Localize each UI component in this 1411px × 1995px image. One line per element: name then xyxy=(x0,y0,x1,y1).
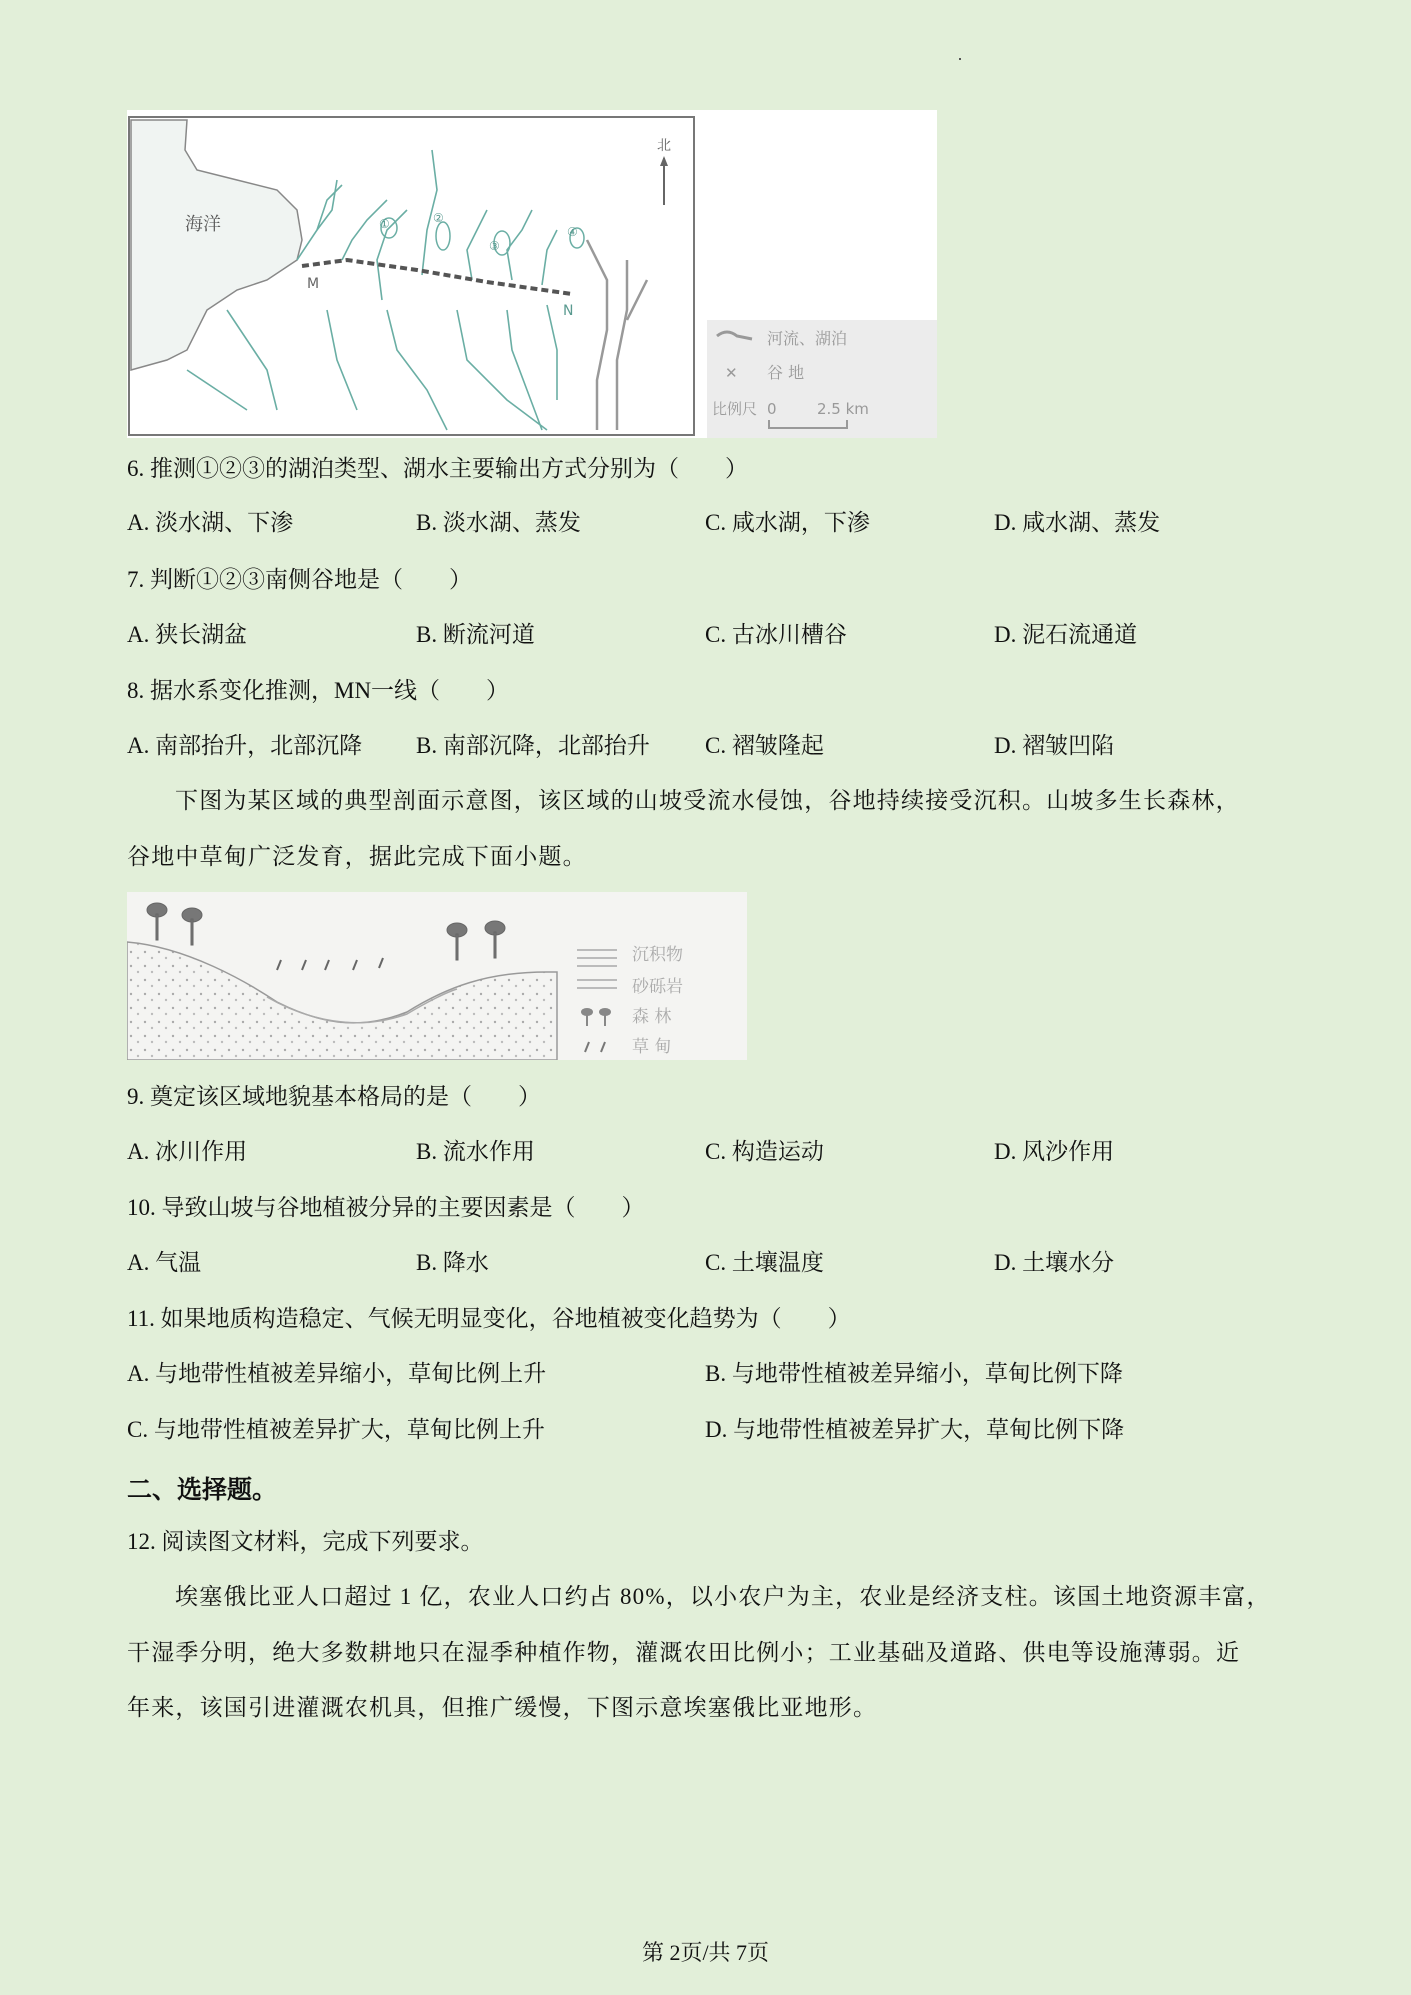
q12-material-line2: 干湿季分明，绝大多数耕地只在湿季种植作物，灌溉农田比例小；工业基础及道路、供电等设施薄弱。近 xyxy=(127,1640,1241,1665)
q9-option-a[interactable]: A. 冰川作用 xyxy=(127,1139,248,1164)
question-10-stem: 10. 导致山坡与谷地植被分异的主要因素是（ ） xyxy=(127,1195,645,1220)
svg-text:比例尺: 比例尺 xyxy=(712,400,758,418)
svg-text:N: N xyxy=(563,303,574,319)
svg-text:河流、湖泊: 河流、湖泊 xyxy=(767,329,848,348)
question-7-stem: 7. 判断①②③南侧谷地是（ ） xyxy=(127,567,472,592)
q6-option-c[interactable]: C. 咸水湖，下渗 xyxy=(705,510,870,535)
svg-text:0: 0 xyxy=(767,400,777,418)
svg-text:④: ④ xyxy=(567,225,578,239)
section-heading: 二、选择题。 xyxy=(127,1475,278,1504)
question-11-stem: 11. 如果地质构造稳定、气候无明显变化，谷地植被变化趋势为（ ） xyxy=(127,1306,851,1331)
question-12-stem: 12. 阅读图文材料，完成下列要求。 xyxy=(127,1529,484,1554)
svg-text:2.5 km: 2.5 km xyxy=(817,400,869,418)
svg-text:✕: ✕ xyxy=(725,364,738,382)
q6-option-a[interactable]: A. 淡水湖、下渗 xyxy=(127,510,294,535)
question-text: 推测①②③的湖泊类型、湖水主要输出方式分别为（ ） xyxy=(150,456,748,481)
svg-text:草 甸: 草 甸 xyxy=(632,1037,672,1057)
page-indicator: 第 2页/共 7页 xyxy=(641,1940,770,1965)
svg-text:北: 北 xyxy=(657,138,671,154)
intro-paragraph-line1: 下图为某区域的典型剖面示意图，该区域的山坡受流水侵蚀，谷地持续接受沉积。山坡多生长森林， xyxy=(175,788,1240,813)
q8-option-a[interactable]: A. 南部抬升，北部沉降 xyxy=(127,733,363,758)
question-8-stem: 8. 据水系变化推测，MN一线（ ） xyxy=(127,678,510,703)
q6-option-b[interactable]: B. 淡水湖、蒸发 xyxy=(416,510,581,535)
q7-option-d[interactable]: D. 泥石流通道 xyxy=(994,622,1138,647)
svg-text:砂砾岩: 砂砾岩 xyxy=(632,977,683,997)
svg-text:沉积物: 沉积物 xyxy=(632,945,683,965)
q12-material-line3: 年来，该国引进灌溉农机具，但推广缓慢，下图示意埃塞俄比亚地形。 xyxy=(127,1695,878,1720)
q12-material-line1: 埃塞俄比亚人口超过 1 亿，农业人口约占 80%，以小农户为主，农业是经济支柱。该国土地资源丰富， xyxy=(175,1584,1271,1609)
svg-text:森 林: 森 林 xyxy=(632,1007,672,1027)
q8-option-b[interactable]: B. 南部沉降，北部抬升 xyxy=(416,733,650,758)
q9-option-c[interactable]: C. 构造运动 xyxy=(705,1139,824,1164)
svg-text:谷 地: 谷 地 xyxy=(767,363,805,382)
intro-paragraph-line2: 谷地中草甸广泛发育，据此完成下面小题。 xyxy=(127,844,587,869)
q7-option-c[interactable]: C. 古冰川槽谷 xyxy=(705,622,847,647)
svg-text:M: M xyxy=(307,276,320,292)
stray-mark xyxy=(959,58,961,60)
q8-option-c[interactable]: C. 褶皱隆起 xyxy=(705,733,824,758)
q11-option-b[interactable]: B. 与地带性植被差异缩小，草甸比例下降 xyxy=(705,1361,1123,1386)
map-drawing xyxy=(127,110,937,438)
q11-option-d[interactable]: D. 与地带性植被差异扩大，草甸比例下降 xyxy=(705,1417,1125,1442)
q8-option-d[interactable]: D. 褶皱凹陷 xyxy=(994,733,1115,758)
q10-option-a[interactable]: A. 气温 xyxy=(127,1250,202,1275)
q7-option-a[interactable]: A. 狭长湖盆 xyxy=(127,622,248,647)
svg-text:②: ② xyxy=(433,211,444,225)
river-system-map xyxy=(127,110,937,438)
svg-text:海洋: 海洋 xyxy=(185,214,221,235)
question-number: 6. xyxy=(127,456,145,481)
q10-option-b[interactable]: B. 降水 xyxy=(416,1250,489,1275)
q11-option-c[interactable]: C. 与地带性植被差异扩大，草甸比例上升 xyxy=(127,1417,545,1442)
q9-option-d[interactable]: D. 风沙作用 xyxy=(994,1139,1115,1164)
q10-option-c[interactable]: C. 土壤温度 xyxy=(705,1250,824,1275)
svg-text:③: ③ xyxy=(489,239,500,253)
svg-text:①: ① xyxy=(379,217,390,231)
cross-section-drawing xyxy=(127,892,747,1060)
question-9-stem: 9. 奠定该区域地貌基本格局的是（ ） xyxy=(127,1084,541,1109)
question-6-stem xyxy=(127,454,748,484)
q11-option-a[interactable]: A. 与地带性植被差异缩小，草甸比例上升 xyxy=(127,1361,547,1386)
q7-option-b[interactable]: B. 断流河道 xyxy=(416,622,535,647)
q9-option-b[interactable]: B. 流水作用 xyxy=(416,1139,535,1164)
q6-option-d[interactable]: D. 咸水湖、蒸发 xyxy=(994,510,1161,535)
cross-section-diagram xyxy=(127,892,747,1060)
q10-option-d[interactable]: D. 土壤水分 xyxy=(994,1250,1115,1275)
